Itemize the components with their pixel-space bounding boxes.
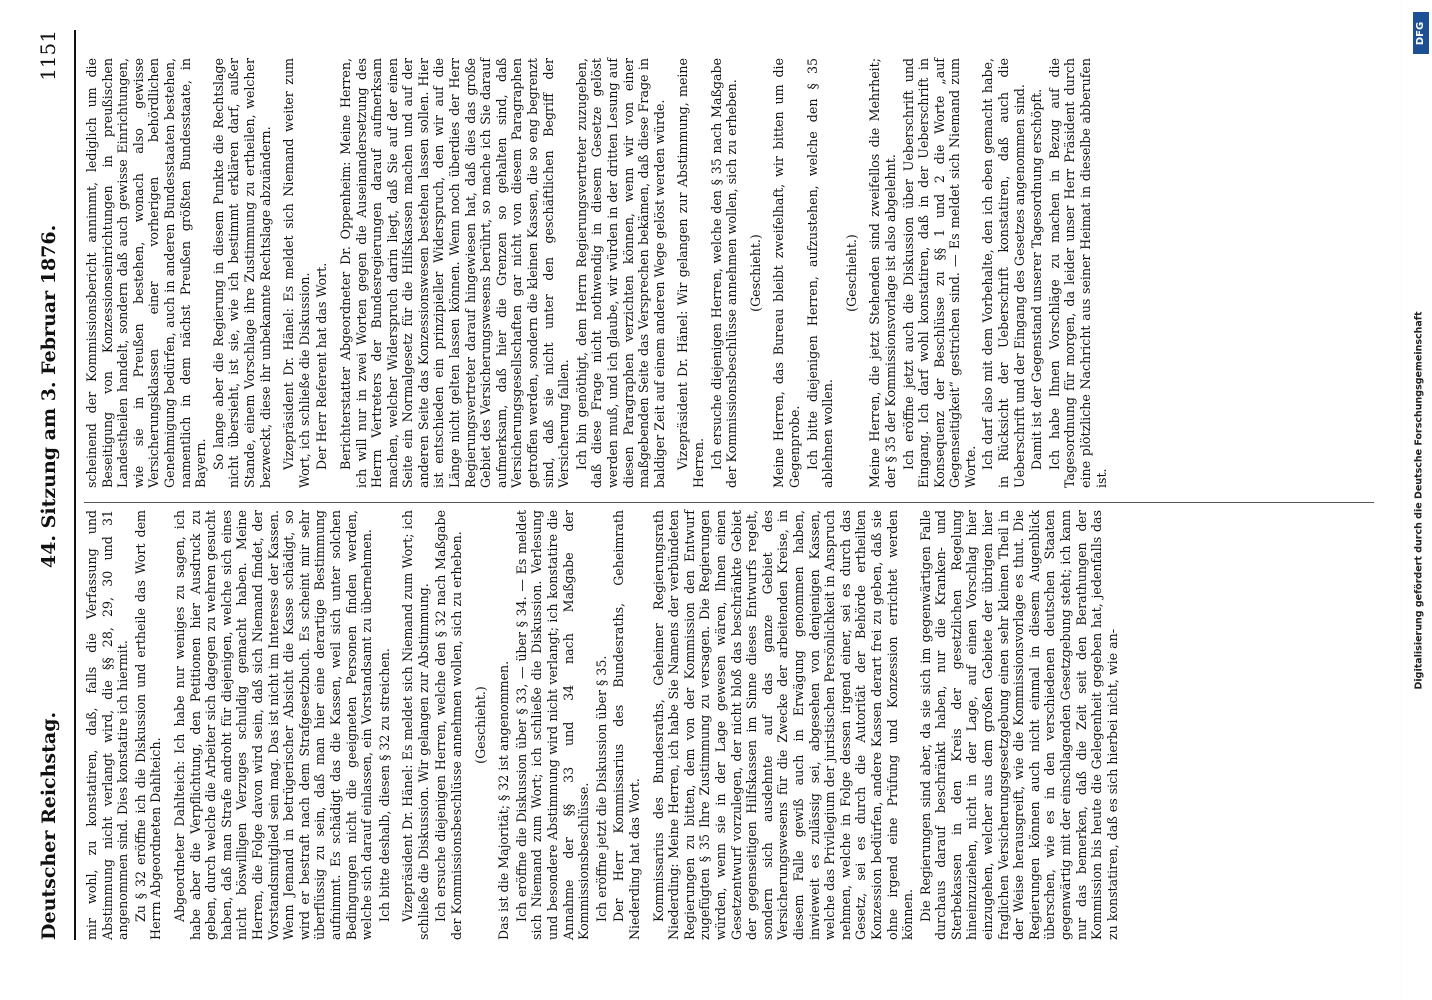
paragraph: Ich ersuche diejenigen Herren, welche den § 32 nach Maßgabe der Kommissionsbeschlüsse annehmen wollen, sich zu erheben. [433,510,465,940]
paragraph: Der Herr Referent hat das Wort. [314,262,330,470]
paragraph: Die Regierungen sind aber, da sie sich im gegenwärtigen Falle durchaus darauf beschränkt haben, nur die Kranken- und Sterbekassen in den Kreis der gesetzlichen Regelung hineinzuziehen, nicht in der Lage, auf einen Vorschlag hier einzugehen, welcher aus dem großen Gebiete der übrigen hier fraglichen Versicherungsgesetzgebung einen sehr kleinen Theil in der Weise herausgreift, wie die Kommissionsvorlage es thut. Die Regierungen können auch nicht einmal in diesem Augenblick überschen, wie es in den verschiedenen deutschen Staaten gegenwärtig mit der einschlagenden Gesetzgebung steht; ich kann nur das bemerken, daß die Zeit seit den Berathungen der Kommission bis heute die Gelegenheit gegeben hat, jedenfalls das zu konstatiren, daß es sich hierbei nicht, wie an- [917,510,1120,940]
paragraph: Kommissarius des Bundesraths, Geheimer Regierungsrath Niederding: Meine Herren, ich habe Sie Namens der verbündeten Regierungen zu bitten, dem von der Kommission den Entwurf zugefügten § 35 Ihre Zustimmung zu versagen. Die Regierungen würden, wenn sie in der Lage gewesen wären, Ihnen einen Gesetzentwurf vorzulegen, der nicht bloß das beschränkte Gebiet der gegenseitigen Hilfskassen im Sinne dieses Entwurfs regelt, sondern sich ausdehnte auf das ganze Gebiet des Versicherungswesens für die Zwecke der arbeitenden Kreise, in diesem Falle gewiß auch in Erwägung genommen haben, inwieweit es zulässig sei, abgesehen von denjenigen Kassen, welche das Privilegium der juristischen Persönlichkeit in Anspruch nehmen, welche in Folge dessen irgend einer, sei es durch das Gesetz, sei es durch die Autorität der Behörde ertheilten Konzession bedürfen, andere Kassen derart frei zu geben, daß sie ohne irgend eine Prüfung und Konzession errichtet werden können. [650,510,916,940]
paragraph: Ich bin genöthigt, dem Herrn Regierungsvertreter zuzugeben, daß diese Frage nicht nothwendig in diesem Gesetze gelöst werden muß, und ich glaube, wir würden in der dritten Lesung auf diesen Paragraphen verzichten können, wenn wir von einer maßgebenden Seite das Versprechen bekämen, daß diese Frage in baldiger Zeit auf einem anderen Wege gelöst werden würde. [573,58,667,488]
page-header [36,0,68,1000]
digitization-credit-text: Digitalisierung gefördert durch die Deutsche Forschungsgemeinschaft [1413,311,1425,689]
dfg-logo [1413,12,1429,54]
paragraph: Vizepräsident Dr. Hänel: Es meldet sich Niemand zum Wort; ich schließe die Diskussion. Wir gelangen zur Abstimmung. [400,510,431,940]
paragraph: Vizepräsident Dr. Hänel: Wir gelangen zur Abstimmung, meine Herren. [675,58,706,488]
column-divider [84,502,1374,503]
left-column [84,510,1122,940]
paragraph: Meine Herren, die jetzt Stehenden sind zweifellos die Mehrheit; der § 35 der Kommissionsvorlage ist also abgelehnt. [867,58,898,488]
paragraph: Abgeordneter Dahlteich: Ich habe nur weniges zu sagen, ich habe aber die Verpflichtung, den Petitionen hier Ausdruck zu geben, durch welche die Arbeiter sich dagegen zu wehren gesucht haben, daß man Strafe androht für diejenigen, welche sich eines nicht böswilligen Verzuges schuldig gemacht haben. Meine Herren, die Folge davon wird sein, daß sich Niemand findet, der Vorstandsmitglied sein mag. Das ist nicht im Interesse der Kassen. Wenn Jemand in betrügerischer Absicht die Kasse schädigt, so wird er bestraft nach dem Strafgesetzbuch. Es scheint mir sehr überflüssig zu sein, daß man hier eine derartige Bestimmung aufnimmt. Es schädigt das die Kassen, weil sich unter solchen Bedingungen nicht die geeigneten Personen finden werden, welche sich darauf einlassen, ein Vorstandsamt zu übernehmen. [171,510,375,940]
paragraph: (Geschieht.) [843,234,859,312]
paragraph: Ich ersuche diejenigen Herren, welche den § 35 nach Maßgabe der Kommissionsbeschlüsse annehmen wollen, sich zu erheben. [708,58,740,488]
paragraph: Ich bitte diejenigen Herren, aufzustehen, welche den § 35 ablehnen wollen. [804,58,836,488]
paragraph: (Geschieht.) [472,686,488,764]
paragraph: Meine Herren, das Bureau bleibt zweifelhaft, wir bitten um die Gegenprobe. [771,58,802,488]
paragraph: Der Herr Kommissarius des Bundesraths, Geheimrath Niederding hat das Wort. [611,510,642,940]
header-publication: Deutscher Reichstag. [38,711,60,940]
right-column [84,58,1111,488]
paragraph: Damit ist der Gegenstand unserer Tagesordnung erschöpft. [1029,88,1045,470]
paragraph: Ich bitte deshalb, diesen § 32 zu streichen. [376,648,392,922]
paragraph: Vizepräsident Dr. Hänel: Es meldet sich Niemand weiter zum Wort, ich schließe die Diskussion. [281,58,312,488]
paragraph: Berichterstatter Abgeordneter Dr. Oppenheim: Meine Herren, ich will nur in zwei Worten gegen die Auseinandersetzung des Herrn Vertreters der Bundesregierungen darauf aufmerksam machen, welcher Widerspruch darin liegt, daß Sie auf der einen Seite ein Normalgesetz für die Hilfskassen machen und auf der anderen Seite das Konzessionswesen bestehen lassen sollen. Hier ist entschieden ein prinzipieller Widerspruch, den wir auf die Länge nicht gelten lassen können. Wenn noch überdies der Herr Regierungsvertreter darauf hingewiesen hat, daß dies das große Gebiet des Versicherungswesens berührt, so mache ich Sie darauf aufmerksam, daß hier die Grenzen so gehalten sind, daß Versicherungsgesellschaften gar nicht von diesem Paragraphen getroffen werden, sondern die kleinen Kassen, die so eng begrenzt sind, daß sie nicht unter den geschäftlichen Begriff der Versicherung fallen. [337,58,572,488]
paragraph: So lange aber die Regierung in diesem Punkte die Rechtslage nicht übersieht, ist sie, wie ich bestimmt erklären darf, außer Stande, einem Vorschlage ihre Zustimmung zu ertheilen, welcher bezweckt, diese ihr unbekannte Rechtslage abzuändern. [210,58,273,488]
dfg-logo-text: DFG [1415,21,1427,45]
paragraph: Ich habe Ihnen Vorschläge zu machen in Bezug auf die Tagesordnung für morgen, da leider unser Herr Präsident durch eine plötzliche Nachricht aus seiner Heimat in dieselbe abberufen ist. [1046,58,1109,488]
paragraph: (Geschieht.) [747,234,763,312]
paragraph: Zu § 32 eröffne ich die Diskussion und ertheile das Wort dem Herrn Abgeordneten Dahlteich. [132,510,164,940]
header-rule [74,30,76,940]
paragraph: Das ist die Majorität; § 32 ist angenommen. [496,660,512,940]
paragraph: scheinend der Kommissionsbericht annimmt, lediglich um die Beseitigung von Konzessionseinrichtungen in preußischen Landestheilen handelt, sondern daß auch gewisse Einrichtungen, wie sie in Preußen bestehen, wonach also gewisse Versicherungsklassen einer vorherigen behördlichen Genehmigung bedürfen, auch in anderen Bundesstaaten bestehen, namentlich in dem nächst Preußen größten Bundesstaate, in Bayern. [84,58,209,488]
paragraph: Ich eröffne jetzt die Diskussion über § 35. [593,655,609,922]
paragraph: Ich eröffne jetzt auch die Diskussion über Ueberschrift und Eingang. Ich darf wohl konstatiren, daß in der Ueberschrift in Konsequenz der Beschlüsse zu §§ 1 und 2 die Worte „auf Gegenseitigkeit“ gestrichen sind. — Es meldet sich Niemand zum Worte. [900,58,978,488]
paragraph: Ich darf also mit dem Vorbehalte, den ich eben gemacht habe, in Rücksicht der Ueberschrift konstatiren, daß auch die Ueberschrift und der Eingang des Gesetzes angenommen sind. [980,58,1027,488]
page-number: 1151 [36,30,60,81]
header-session: 44. Sitzung am 3. Februar 1876. [38,224,60,569]
digitization-credit [1405,0,1432,1000]
paragraph: mir wohl, zu konstatiren, daß, falls die Verfassung und Abstimmung nicht verlangt wird, die §§ 28, 29, 30 und 31 angenommen sind. Dies konstatire ich hiermit. [84,510,131,940]
paragraph: Ich eröffne die Diskussion über § 33, — über § 34. — Es meldet sich Niemand zum Wort; ich schließe die Diskussion. Verlesung und besondere Abstimmung wird nicht verlangt; ich konstatire die Annahme der §§ 33 und 34 nach Maßgabe der Kommissionsbeschlüsse. [513,510,592,940]
